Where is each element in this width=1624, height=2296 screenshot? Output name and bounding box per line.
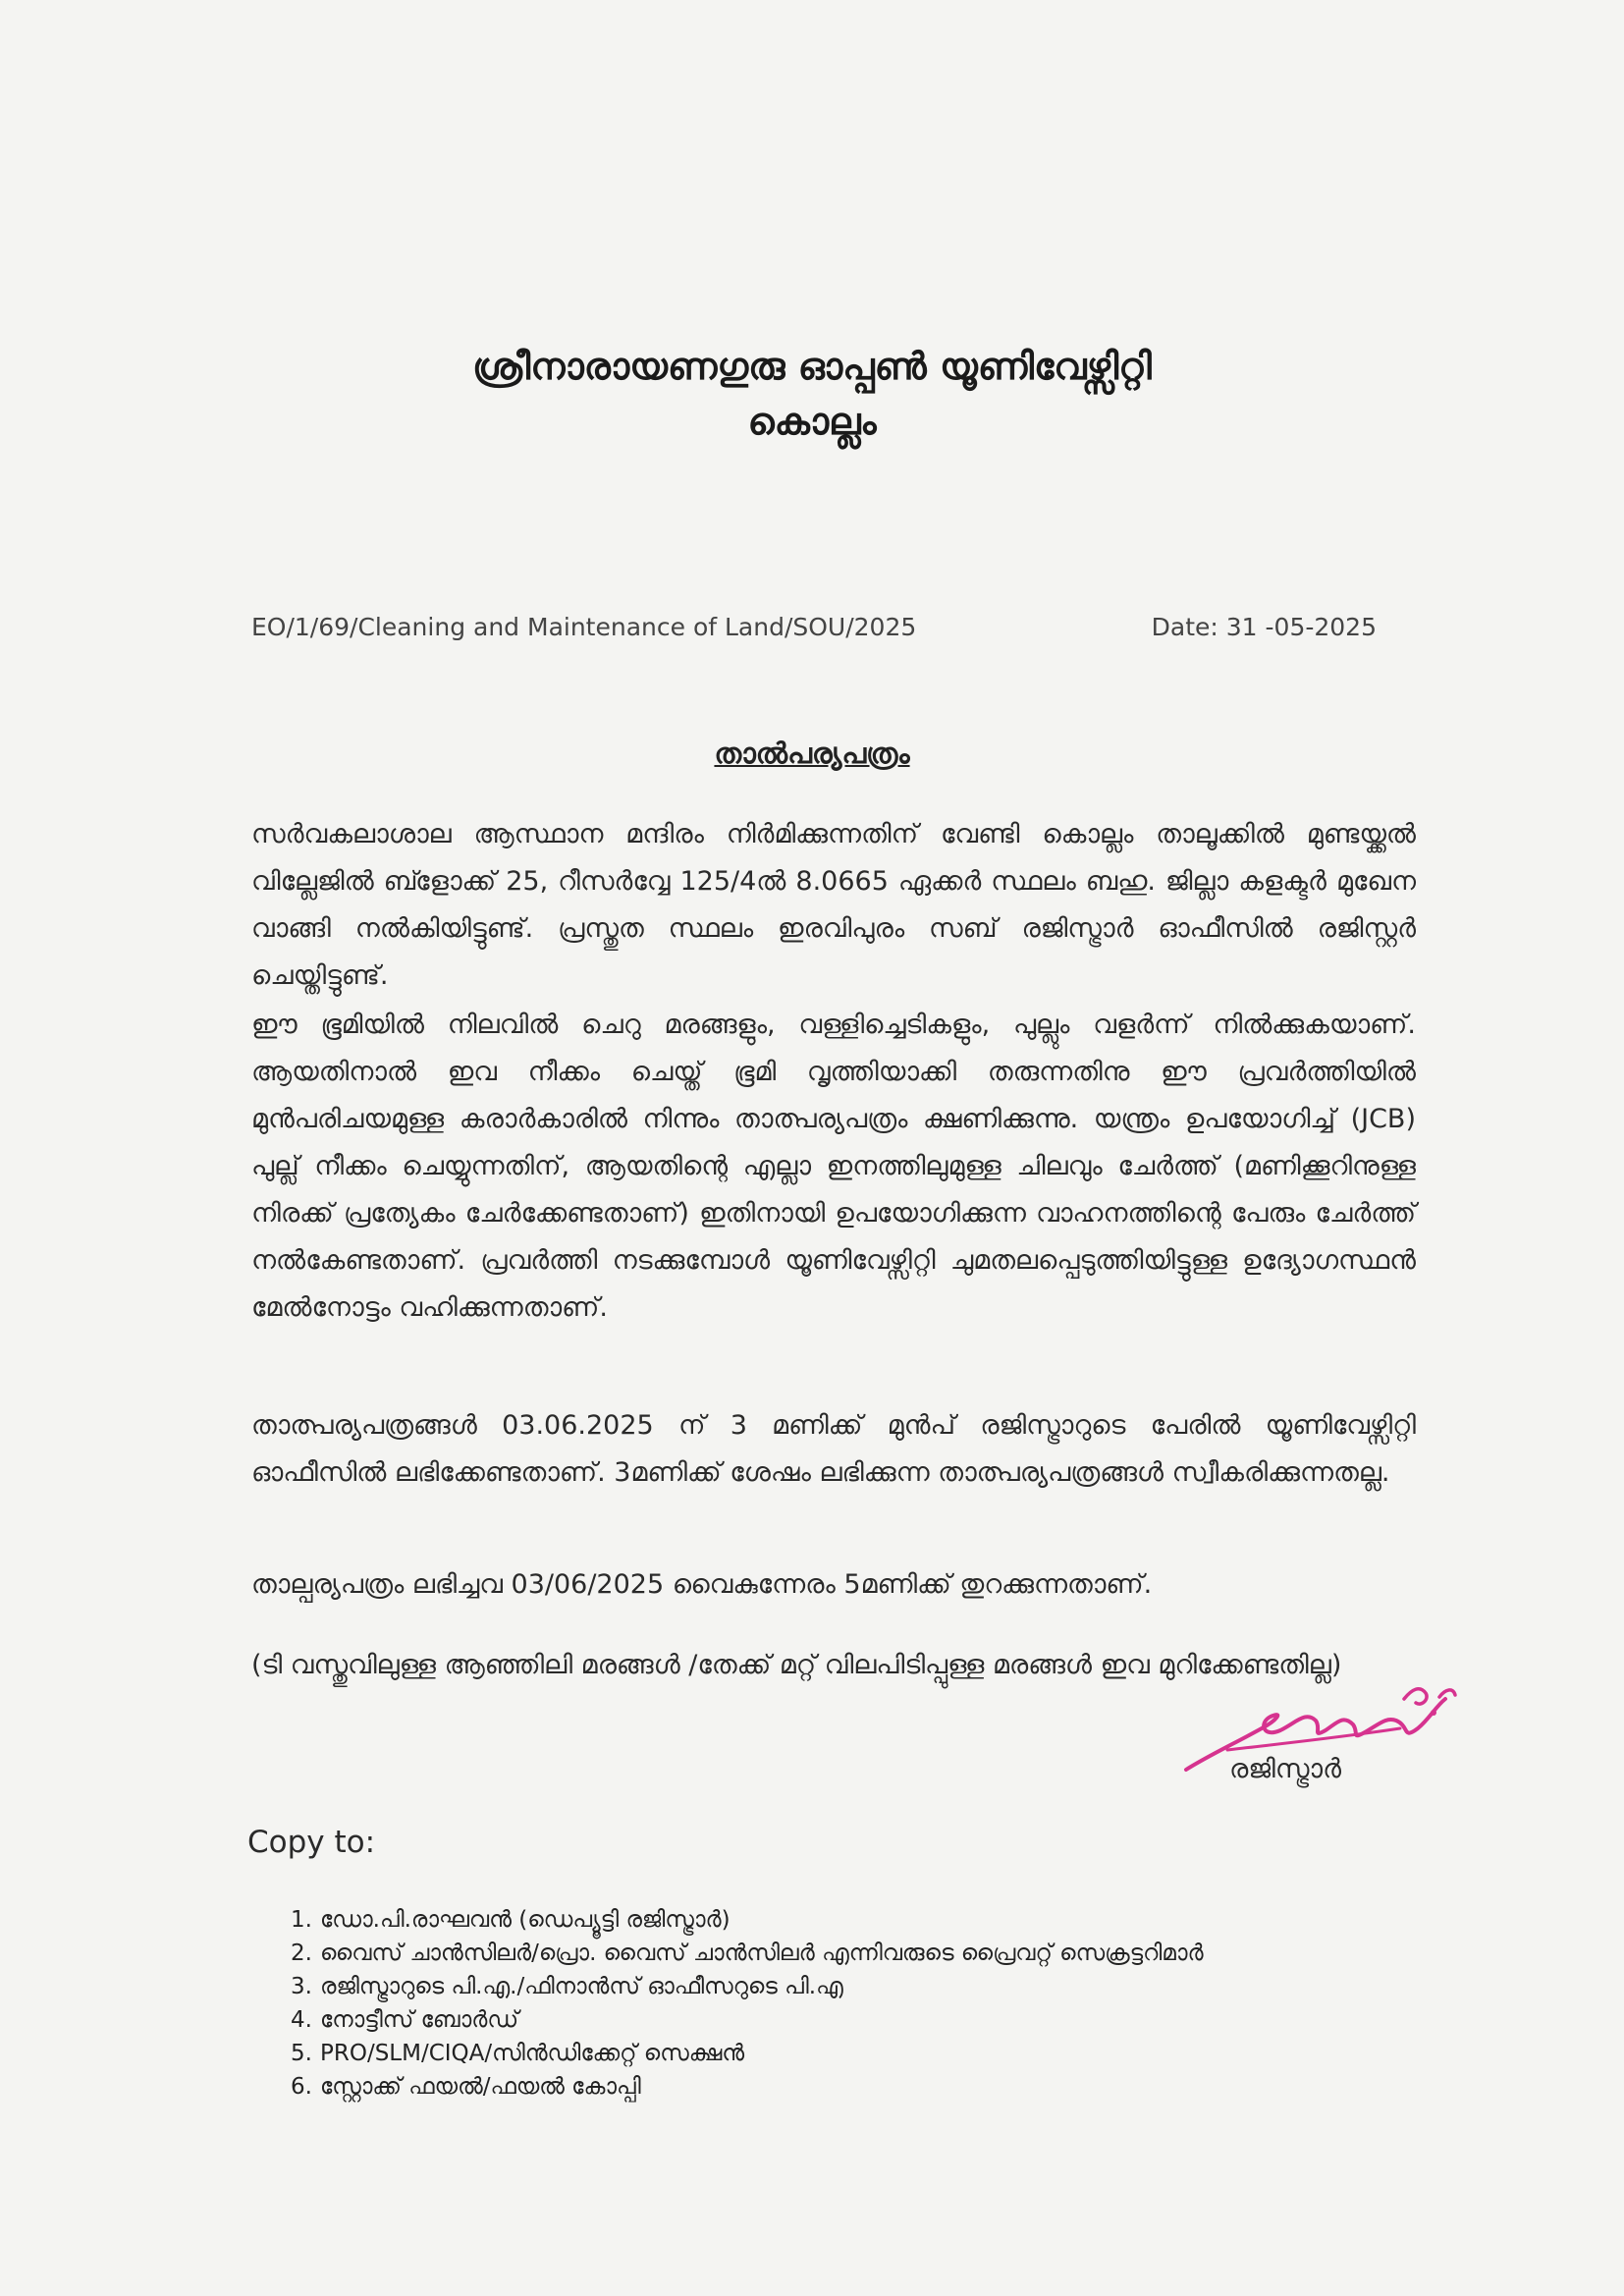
body-paragraph: താത്പര്യപത്രങ്ങൾ 03.06.2025 ന് 3 മണിക്ക് മുൻപ് രജിസ്ട്രാറുടെ പേരിൽ യൂണിവേഴ്സിറ്റി ഓഫീസിൽ ലഭിക്കേണ്ടതാണ്. 3മണിക്ക് ശേഷം ലഭിക്കുന്ന താത്പര്യപത്രങ്ങൾ സ്വീകരിക്കുന്നതല്ല. [251,1410,1416,1488]
body-paragraph: താല്പര്യപത്രം ലഭിച്ചവ 03/06/2025 വൈകുന്നേരം 5മണിക്ക് തുറക്കുന്നതാണ്. [251,1569,1153,1600]
document-title: താൽപര്യപത്രം [714,737,910,770]
organization-name: ശ്രീനാരായണഗുരു ഓപ്പൺ യൂണിവേഴ്സിറ്റി [472,345,1152,388]
document-date: Date: 31 -05-2025 [1151,613,1377,641]
list-item: 6. സ്റ്റോക്ക് ഫയൽ/ഫയൽ കോപ്പി [291,2074,641,2100]
copy-to-list [291,1903,1204,2104]
letterhead [0,339,1624,449]
copy-to-label: Copy to: [247,1825,376,1860]
body-paragraph: ഈ ഭൂമിയിൽ നിലവിൽ ചെറു മരങ്ങളും, വള്ളിച്ചെടികളും, പുല്ലും വളർന്ന് നിൽക്കുകയാണ്. ആയതിനാൽ ഇവ നീക്കം ചെയ്ത് ഭൂമി വൃത്തിയാക്കി തരുന്നതിനു ഈ പ്രവർത്തിയിൽ മുൻപരിചയമുള്ള കരാർകാരിൽ നിന്നും താത്പര്യപത്രം ക്ഷണിക്കുന്നു. യന്ത്രം ഉപയോഗിച്ച് (JCB) പുല്ല് നീക്കം ചെയ്യുന്നതിന്, ആയതിന്റെ എല്ലാ ഇനത്തിലുമുള്ള ചിലവും ചേർത്ത് (മണിക്കൂറിനുള്ള നിരക്ക് പ്രത്യേകം ചേർക്കേണ്ടതാണ്) ഇതിനായി ഉപയോഗിക്കുന്ന വാഹനത്തിന്റെ പേരും ചേർത്ത് നൽകേണ്ടതാണ്. പ്രവർത്തി നടക്കുമ്പോൾ യൂണിവേഴ്സിറ്റി ചുമതലപ്പെടുത്തിയിട്ടുള്ള ഉദ്യോഗസ്ഥൻ മേൽനോട്ടം വഹിക്കുന്നതാണ്. [251,1010,1416,1323]
list-item: 5. PRO/SLM/CIQA/സിൻഡിക്കേറ്റ് സെക്ഷൻ [291,2041,745,2066]
list-item: 4. നോട്ടീസ് ബോർഡ് [291,2007,519,2033]
signatory-designation: രജിസ്ട്രാർ [1229,1754,1341,1784]
list-item: 2. വൈസ് ചാൻസിലർ/പ്രൊ. വൈസ് ചാൻസിലർ എന്നിവരുടെ പ്രൈവറ്റ് സെക്രട്ടറിമാർ [291,1941,1204,1966]
reference-number: EO/1/69/Cleaning and Maintenance of Land/SOU/2025 [251,613,917,641]
body-paragraph: സർവകലാശാല ആസ്ഥാന മന്ദിരം നിർമിക്കുന്നതിന് വേണ്ടി കൊല്ലം താലൂക്കിൽ മുണ്ടയ്ക്കൽ വില്ലേജിൽ ബ്ളോക്ക് 25, റീസർവ്വേ 125/4ൽ 8.0665 ഏക്കർ സ്ഥലം ബഹു. ജില്ലാ കളക്ടർ മുഖേന വാങ്ങി നൽകിയിട്ടുണ്ട്. പ്രസ്തുത സ്ഥലം ഇരവിപുരം സബ് രജിസ്ട്രാർ ഓഫീസിൽ രജിസ്റ്റർ ചെയ്തിട്ടുണ്ട്. [251,819,1416,991]
body-paragraph: (ടി വസ്തുവിലുള്ള ആഞ്ഞിലി മരങ്ങൾ /തേക്ക് മറ്റ് വിലപിടിപ്പുള്ള മരങ്ങൾ ഇവ മുറിക്കേണ്ടതില്ല) [251,1650,1342,1680]
organization-place: കൊല്ലം [747,400,877,443]
list-item: 3. രജിസ്ട്രാറുടെ പി.എ./ഫിനാൻസ് ഓഫീസറുടെ പി.എ [291,1974,843,1999]
list-item: 1. ഡോ.പി.രാഘവൻ (ഡെപ്യൂട്ടി രജിസ്ട്രാർ) [291,1907,731,1933]
